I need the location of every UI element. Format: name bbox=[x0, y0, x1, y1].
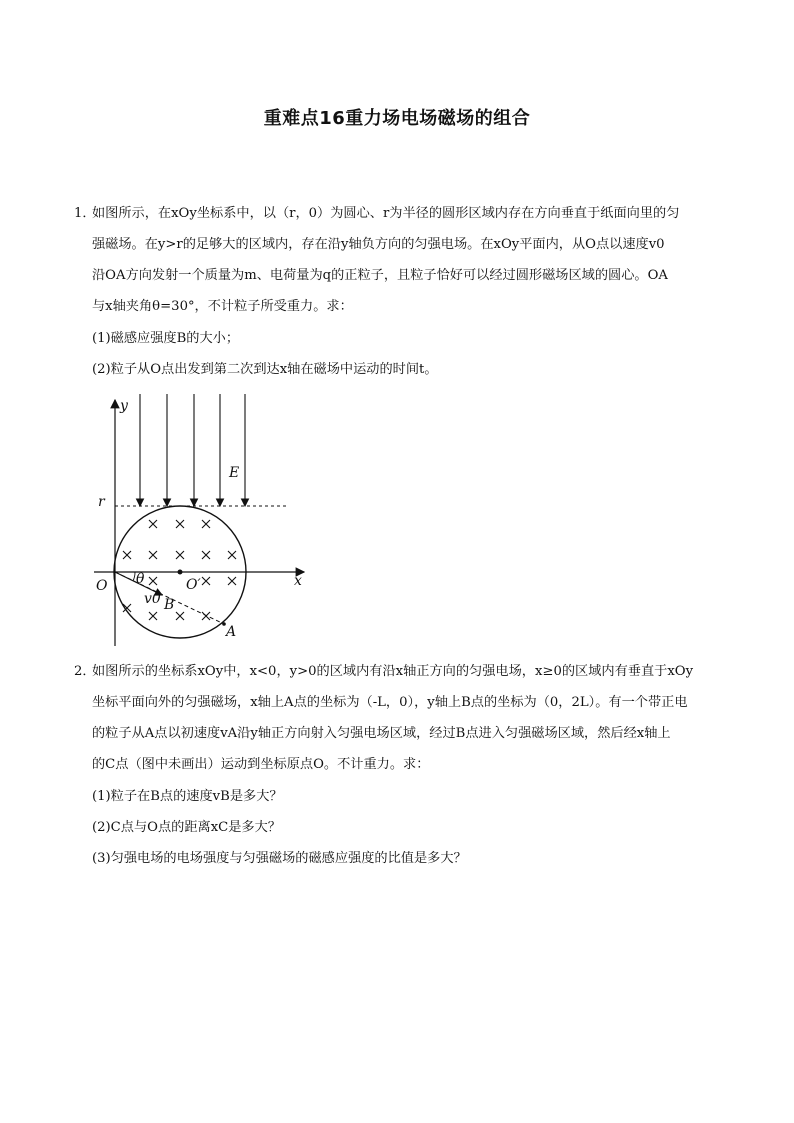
q1-line: 如图所示，在xOy坐标系中，以（r，0）为圆心、r为半径的圆形区域内存在方向垂直于纸面向里的匀 bbox=[92, 206, 680, 221]
q2-line: 坐标平面向外的匀强磁场，x轴上A点的坐标为（-L，0），y轴上B点的坐标为（0，2L）。有一个带正电 bbox=[92, 695, 688, 710]
q1-number: 1． bbox=[74, 206, 96, 221]
page-title: 重难点16重力场电场磁场的组合 bbox=[263, 108, 531, 129]
angle-arc bbox=[133, 572, 135, 581]
q1-line: 沿OA方向发射一个质量为m、电荷量为q的正粒子，且粒子恰好可以经过圆形磁场区域的圆心。OA bbox=[92, 268, 668, 283]
a-label: A bbox=[226, 624, 237, 640]
y-axis-label: y bbox=[120, 398, 128, 414]
q2-line: 的C点（图中未画出）运动到坐标原点O。不计重力。求： bbox=[92, 757, 430, 772]
field-e-label: E bbox=[229, 465, 240, 481]
v0-label: v0 bbox=[144, 591, 161, 607]
r-label: r bbox=[98, 494, 105, 510]
q2-subquestion: (2)C点与O点的距离xC是多大？ bbox=[92, 820, 281, 835]
q1-subquestion: (1)磁感应强度B的大小； bbox=[92, 331, 240, 346]
b-label: B bbox=[164, 597, 175, 613]
q2-subquestion: (1)粒子在B点的速度vB是多大？ bbox=[92, 789, 283, 804]
q1-line: 强磁场。在y>r的足够大的区域内，存在沿y轴负方向的匀强电场。在xOy平面内，从O点以速度v0 bbox=[92, 237, 665, 252]
q2-subquestion: (3)匀强电场的电场强度与匀强磁场的磁感应强度的比值是多大？ bbox=[92, 851, 467, 866]
origin-label: O bbox=[96, 578, 108, 594]
theta-label: θ bbox=[136, 571, 145, 587]
q2-number: 2． bbox=[74, 664, 96, 679]
center-dot bbox=[178, 570, 183, 575]
q2-line: 如图所示的坐标系xOy中，x<0，y>0的区域内有沿x轴正方向的匀强电场，x≥0的区域内有垂直于xOy bbox=[92, 664, 694, 679]
center-label: O′ bbox=[186, 577, 201, 593]
x-axis-label: x bbox=[294, 573, 302, 589]
q2-line: 的粒子从A点以初速度vA沿y轴正方向射入匀强电场区域，经过B点进入匀强磁场区域，然后经x轴上 bbox=[92, 726, 671, 741]
physics-diagram bbox=[90, 392, 320, 650]
q1-line: 与x轴夹角θ=30°，不计粒子所受重力。求： bbox=[92, 299, 353, 314]
q1-subquestion: (2)粒子从O点出发到第二次到达x轴在磁场中运动的时间t。 bbox=[92, 362, 438, 377]
